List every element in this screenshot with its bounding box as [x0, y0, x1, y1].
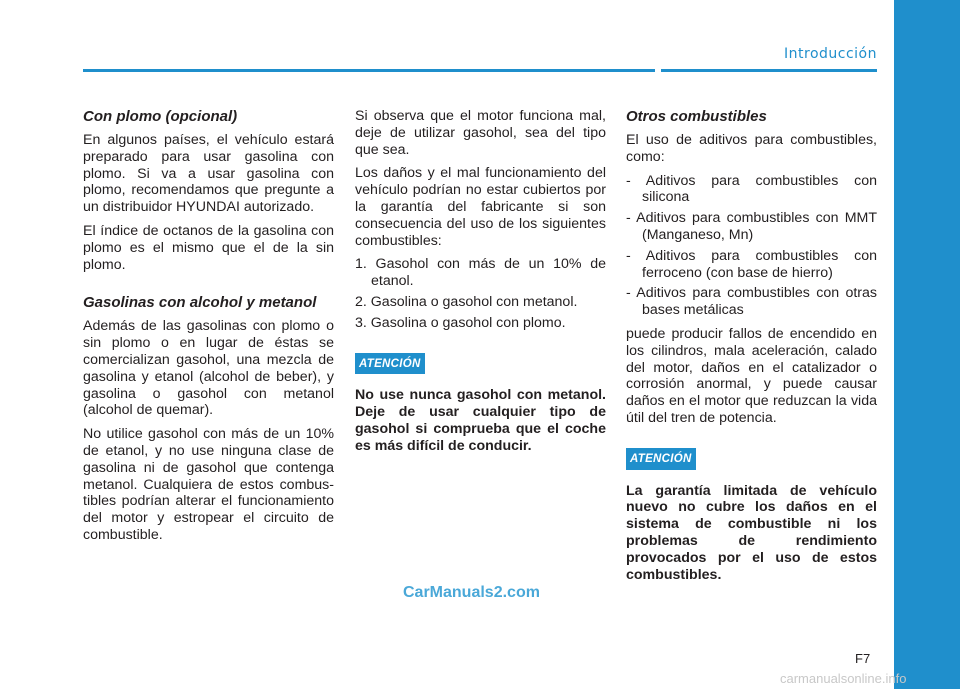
- heading-leaded-fuel: Con plomo (opcional): [83, 108, 238, 125]
- paragraph: Además de las gasolinas con plomo o sin plomo o en lugar de éstas se comercializan gasohol, una mezcla de gasolina y etanol (alcohol de beber), y gasolina o gasohol con metanol (alcohol de quemar).: [83, 318, 334, 419]
- list-item: 3. Gasolina o gasohol con plomo.: [355, 314, 566, 331]
- list-item: - Aditivos para combustibles con otras bases metálicas: [626, 285, 877, 319]
- warning-text: No use nunca gasohol con metanol. Deje de usar cualquier tipo de gasohol si comprueba que el coche es más difícil de conducir.: [355, 387, 606, 454]
- watermark-link[interactable]: CarManuals2.com: [403, 584, 540, 601]
- column-3: [626, 108, 877, 590]
- warning-text: La garantía limitada de vehículo nuevo no cubre los daños en el sistema de combustible ni los problemas de rendimiento provocados por el uso de estos combustibles.: [626, 482, 877, 583]
- heading-other-fuels: Otros combustibles: [626, 108, 767, 125]
- list-item: - Aditivos para combustibles con ferroceno (con base de hierro): [626, 247, 877, 281]
- paragraph: Los daños y el mal funcionamiento del vehículo podrían no estar cubiertos por la garantía del fabricante si son consecuencia del uso de los siguientes combustibles:: [355, 165, 606, 249]
- paragraph: El uso de aditivos para combustibles, como:: [626, 132, 877, 165]
- list-item: 2. Gasolina o gasohol con metanol.: [355, 293, 578, 310]
- side-tab-bar: [894, 0, 960, 689]
- list-item: - Aditivos para combustibles con silicona: [626, 172, 877, 206]
- page-number: F7: [855, 651, 871, 666]
- warning-badge: ATENCIÓN: [626, 448, 696, 470]
- paragraph: No utilice gasohol con más de un 10% de etanol, y no use ninguna clase de gasolina ni de gasohol que contenga metanol. Cualquiera de estos combus-tibles podrían alterar el funcionamiento del motor y estropear el circuito de combustible.: [83, 426, 334, 543]
- heading-alcohol-fuel: Gasolinas con alcohol y metanol: [83, 294, 317, 312]
- column-2: [355, 108, 606, 462]
- list-item: - Aditivos para combustibles con MMT (Manganeso, Mn): [626, 210, 877, 243]
- header-rule-short: [661, 69, 877, 72]
- warning-badge: ATENCIÓN: [355, 353, 425, 375]
- paragraph: puede producir fallos de encendido en los cilindros, mala aceleración, calado del motor, daños en el catalizador o corrosión anormal, y puede causar daños en el motor que reduzcan la vida útil del tren de potencia.: [626, 325, 877, 426]
- paragraph: Si observa que el motor funciona mal, deje de utilizar gasohol, sea del tipo que sea.: [355, 108, 606, 158]
- section-title: Introducción: [784, 46, 877, 62]
- header-rule: [83, 69, 655, 72]
- list-item: 1. Gasohol con más de un 10% de etanol.: [355, 256, 606, 290]
- paragraph: En algunos países, el vehículo estará preparado para usar gasolina con plomo. Si va a usar gasolina con plomo, recomendamos que pregunte a un distribuidor HYUNDAI autorizado.: [83, 132, 334, 216]
- column-1: [83, 108, 334, 551]
- additive-list: [626, 173, 877, 319]
- fuel-list: [355, 256, 606, 331]
- site-watermark: carmanualsonline.info: [780, 671, 907, 686]
- paragraph: El índice de octanos de la gasolina con plomo es el mismo que el de la sin plomo.: [83, 222, 334, 273]
